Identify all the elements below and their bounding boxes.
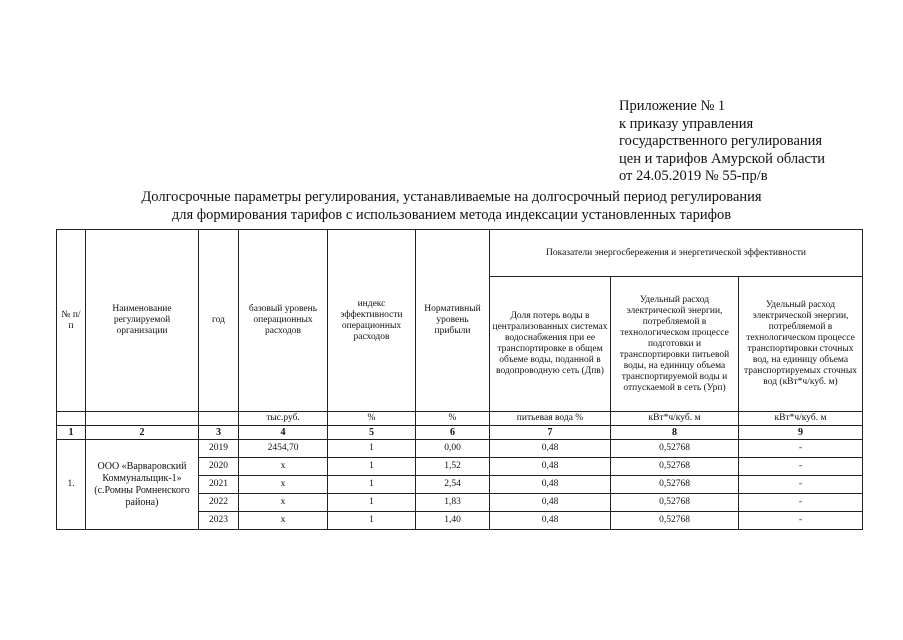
- cell-year: 2020: [199, 458, 239, 476]
- org-number: 1.: [57, 440, 86, 530]
- table-row: [57, 440, 863, 458]
- cell-elec-waste: -: [739, 512, 863, 530]
- col-number-9: 9: [739, 426, 863, 440]
- org-name: ООО «Варваровский Коммунальщик-1» (с.Ромны Ромненского района): [86, 440, 199, 530]
- cell-elec-water: 0,52768: [611, 512, 739, 530]
- cell-loss: 0,48: [490, 458, 611, 476]
- header-index: индекс эффективности операционных расходов: [328, 230, 416, 412]
- unit-empty-2: [86, 412, 199, 426]
- unit-index: %: [328, 412, 416, 426]
- header-year: год: [199, 230, 239, 412]
- col-number-2: 2: [86, 426, 199, 440]
- cell-index: 1: [328, 440, 416, 458]
- cell-profit: 1,40: [416, 512, 490, 530]
- cell-base: х: [239, 476, 328, 494]
- cell-elec-waste: -: [739, 440, 863, 458]
- header-elec-water: Удельный расход электрической энергии, потребляемой в технологическом процессе подготовки и транспортировки питьевой воды, на единицу объема транспортируемой воды и отпускаемой в сеть (Урп): [611, 277, 739, 412]
- cell-loss: 0,48: [490, 512, 611, 530]
- cell-index: 1: [328, 476, 416, 494]
- cell-elec-water: 0,52768: [611, 494, 739, 512]
- appendix-line-5: от 24.05.2019 № 55-пр/в: [619, 168, 768, 184]
- cell-elec-waste: -: [739, 476, 863, 494]
- header-profit: Нормативный уровень прибыли: [416, 230, 490, 412]
- header-org: Наименование регулируемой организации: [86, 230, 199, 412]
- cell-profit: 1,52: [416, 458, 490, 476]
- cell-elec-water: 0,52768: [611, 440, 739, 458]
- appendix-line-4: цен и тарифов Амурской области: [619, 150, 826, 167]
- cell-index: 1: [328, 512, 416, 530]
- cell-elec-waste: -: [739, 458, 863, 476]
- cell-year: 2022: [199, 494, 239, 512]
- header-base-level: базовый уровень операционных расходов: [239, 230, 328, 412]
- cell-base: х: [239, 494, 328, 512]
- cell-index: 1: [328, 458, 416, 476]
- cell-profit: 2,54: [416, 476, 490, 494]
- col-number-5: 5: [328, 426, 416, 440]
- cell-year: 2023: [199, 512, 239, 530]
- cell-loss: 0,48: [490, 476, 611, 494]
- unit-loss: питьевая вода %: [490, 412, 611, 426]
- cell-base: х: [239, 458, 328, 476]
- title-line-1: Долгосрочные параметры регулирования, устанавливаемые на долгосрочный период регулирования: [141, 189, 762, 205]
- appendix-line-3: государственного регулирования: [619, 133, 823, 149]
- document-title: [0, 188, 903, 224]
- col-number-1: 1: [57, 426, 86, 440]
- cell-base: х: [239, 512, 328, 530]
- unit-elec-waste: кВт*ч/куб. м: [739, 412, 863, 426]
- cell-base: 2454,70: [239, 440, 328, 458]
- appendix-line-1: Приложение № 1: [619, 98, 726, 114]
- unit-empty-1: [57, 412, 86, 426]
- header-number: № п/п: [57, 230, 86, 412]
- unit-empty-3: [199, 412, 239, 426]
- unit-profit: %: [416, 412, 490, 426]
- cell-loss: 0,48: [490, 440, 611, 458]
- cell-loss: 0,48: [490, 494, 611, 512]
- col-number-3: 3: [199, 426, 239, 440]
- cell-profit: 0,00: [416, 440, 490, 458]
- unit-base-level: тыс.руб.: [239, 412, 328, 426]
- cell-index: 1: [328, 494, 416, 512]
- title-line-2: для формирования тарифов с использованием метода индексации установленных тарифов: [171, 207, 732, 223]
- cell-elec-water: 0,52768: [611, 458, 739, 476]
- cell-year: 2021: [199, 476, 239, 494]
- col-number-6: 6: [416, 426, 490, 440]
- col-number-7: 7: [490, 426, 611, 440]
- unit-elec-water: кВт*ч/куб. м: [611, 412, 739, 426]
- col-number-4: 4: [239, 426, 328, 440]
- appendix-header: [619, 98, 825, 186]
- appendix-line-2: к приказу управления: [619, 115, 754, 132]
- cell-year: 2019: [199, 440, 239, 458]
- header-elec-waste: Удельный расход электрической энергии, потребляемой в технологическом процессе транспортировки сточных вод, на единицу объема транспортируемых сточных вод (кВт*ч/куб. м): [739, 277, 863, 412]
- cell-elec-waste: -: [739, 494, 863, 512]
- header-energy-group: Показатели энергосбережения и энергетической эффективности: [490, 230, 863, 277]
- cell-elec-water: 0,52768: [611, 476, 739, 494]
- cell-profit: 1,83: [416, 494, 490, 512]
- header-loss: Доля потерь воды в централизованных системах водоснабжения при ее транспортировке в общем объеме воды, поданной в водопроводную сеть (Дпв): [490, 277, 611, 412]
- parameters-table: [56, 229, 863, 530]
- col-number-8: 8: [611, 426, 739, 440]
